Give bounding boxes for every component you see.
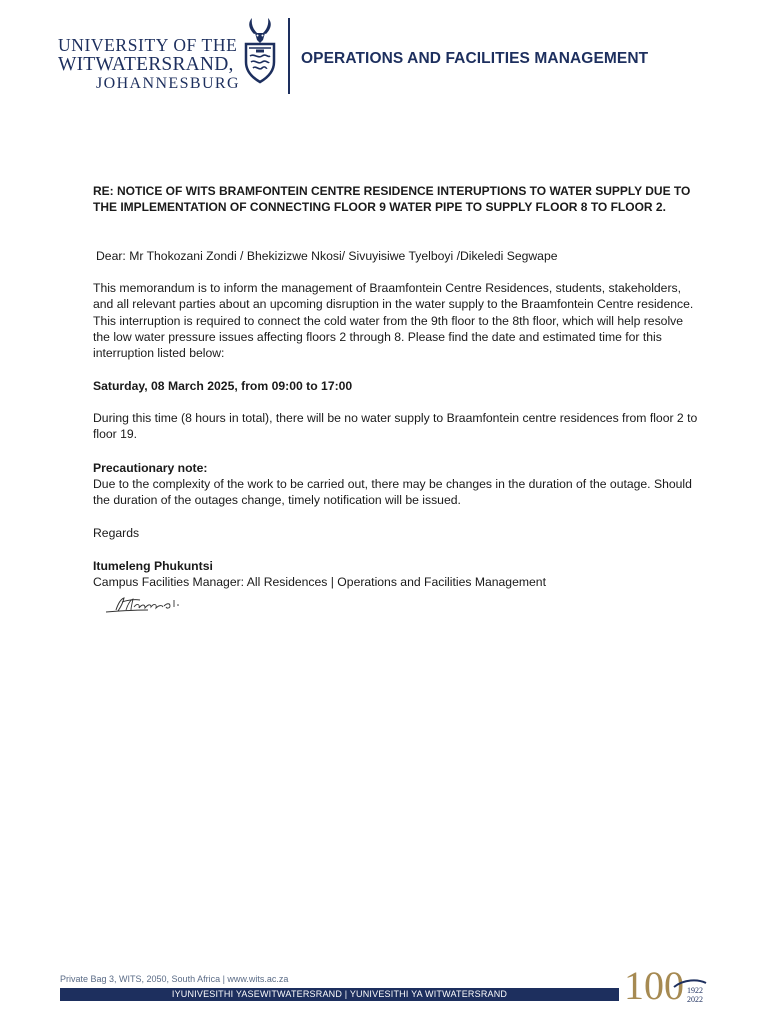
handwritten-signature [104,594,186,616]
memo-subject: RE: NOTICE OF WITS BRAMFONTEIN CENTRE RESIDENCE INTERUPTIONS TO WATER SUPPLY DUE TO THE IMPLEMENTATION OF CONNECTING FLOOR 9 WATER PIPE TO SUPPLY FLOOR 8 TO FLOOR 2. [93,184,691,215]
centenary-year-end: 2022 [687,995,703,1003]
memo-closing: Regards [93,526,140,540]
footer-language-band: IYUNIVESITHI YASEWITWATERSRAND | YUNIVESITHI YA WITWATERSRAND [60,988,619,1001]
footer-address: Private Bag 3, WITS, 2050, South Africa | www.wits.ac.za [60,974,289,984]
university-wordmark [58,36,238,93]
signatory-title: Campus Facilities Manager: All Residences | Operations and Facilities Management [93,575,546,589]
university-name-line3: JOHANNESBURG [96,75,240,92]
centenary-logo-icon [624,963,710,1003]
wits-crest-icon [240,18,280,84]
precaution-heading: Precautionary note: [93,461,208,475]
university-name-line1: UNIVERSITY OF THE [58,35,238,55]
memo-intro-paragraph: This memorandum is to inform the management of Braamfontein Centre Residences, students, stakeholders, and all relevant parties about an upcoming disruption in the water supply to the Braamfontein Centre residence. This interruption is required to connect the cold water from the 9th floor to the 8th floor, which will help resolve the low water pressure issues affecting floors 2 through 8. Please find the date and estimated time for this interruption listed below: [93,281,694,361]
interruption-schedule: Saturday, 08 March 2025, from 09:00 to 17:00 [93,379,353,393]
memo-salutation: Dear: Mr Thokozani Zondi / Bhekizizwe Nkosi/ Sivuyisiwe Tyelboyi /Dikeledi Segwape [96,249,558,263]
precaution-paragraph: Due to the complexity of the work to be carried out, there may be changes in the duration of the outage. Should the duration of the outages change, timely notification will be issued. [93,477,692,508]
outage-details-paragraph: During this time (8 hours in total), there will be no water supply to Braamfontein centre residences from floor 2 to floor 19. [93,411,698,442]
centenary-number: 100 [624,963,684,1003]
university-name-line2: WITWATERSRAND, [58,54,234,75]
centenary-year-start: 1922 [687,986,703,995]
department-title: OPERATIONS AND FACILITIES MANAGEMENT [301,50,649,67]
signatory-name: Itumeleng Phukuntsi [93,559,213,573]
header-divider [288,18,290,94]
